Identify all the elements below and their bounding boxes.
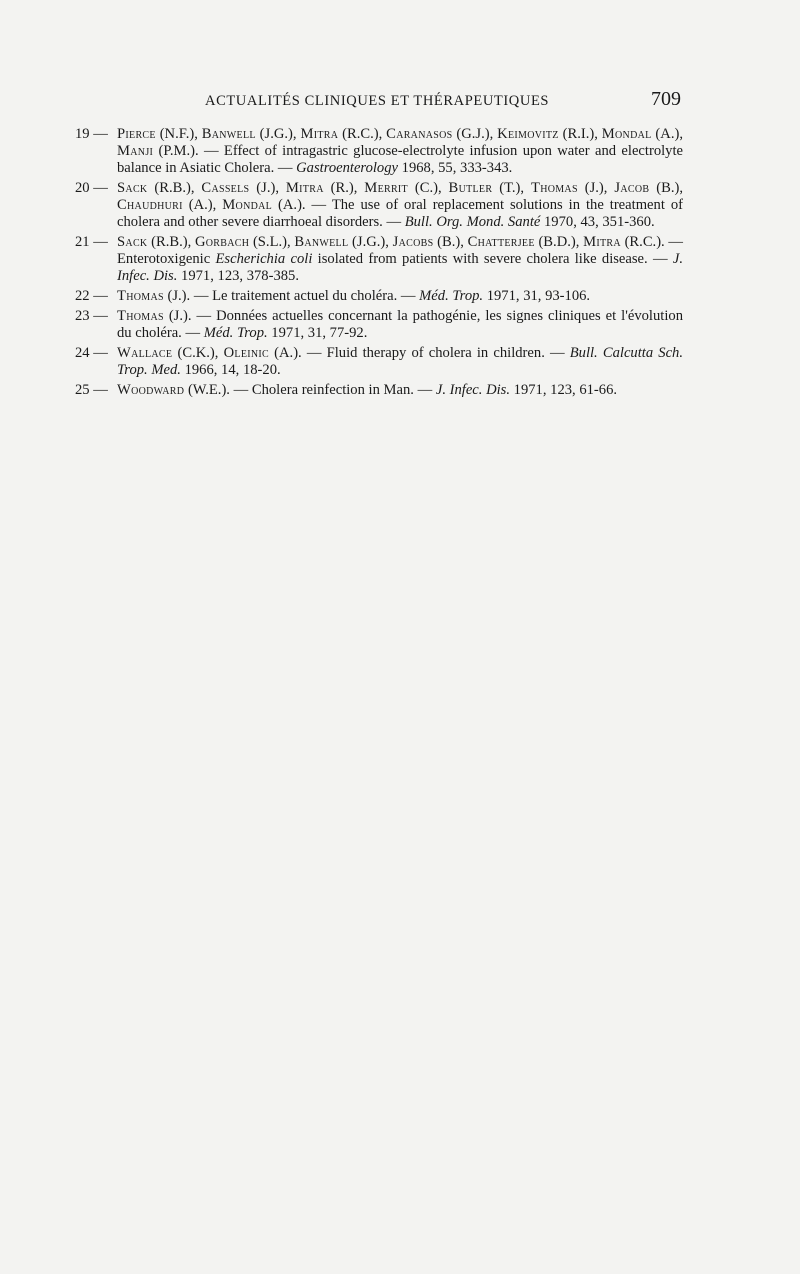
- page-number: 709: [651, 88, 681, 110]
- reference-segment: (T.),: [492, 180, 531, 196]
- author-surname: Mondal: [601, 126, 652, 142]
- reference-number: 19 —: [75, 126, 108, 142]
- reference-segment: (J.). — Données actuelles concernant la pathogénie, les signes cliniques et l'évolution du choléra. —: [117, 308, 683, 341]
- author-surname: Chaudhuri: [117, 197, 183, 213]
- author-surname: Chatterjee: [467, 234, 535, 250]
- author-surname: Mitra: [583, 234, 621, 250]
- author-surname: Pierce: [117, 126, 156, 142]
- reference-entry: [75, 126, 683, 177]
- reference-segment: (A.). — Fluid therapy of cholera in children. —: [269, 345, 570, 361]
- reference-segment: 1971, 123, 378-385.: [177, 268, 300, 284]
- reference-entry: [75, 288, 683, 305]
- author-surname: Oleinic: [223, 345, 269, 361]
- author-surname: Caranasos: [386, 126, 453, 142]
- reference-segment: (R.B.),: [147, 180, 202, 196]
- reference-segment: 1968, 55, 333-343.: [398, 160, 513, 176]
- journal-title: Méd. Trop.: [203, 325, 268, 341]
- reference-text: [117, 126, 683, 177]
- reference-list: [75, 126, 683, 402]
- reference-segment: (N.F.),: [155, 126, 202, 142]
- journal-title: Méd. Trop.: [419, 288, 484, 304]
- author-surname: Wallace: [117, 345, 173, 361]
- reference-segment: 1971, 31, 77-92.: [267, 325, 368, 341]
- reference-segment: (R.I.),: [558, 126, 602, 142]
- reference-segment: (R.C.),: [338, 126, 387, 142]
- reference-number: 22 —: [75, 288, 108, 304]
- journal-title: Bull. Calcutta Sch. Trop. Med.: [117, 345, 683, 378]
- reference-segment: isolated from patients with severe cholera like disease. —: [312, 251, 673, 267]
- reference-segment: (A.). — The use of oral replacement solutions in the treatment of cholera and other severe diarrhoeal disorders. —: [117, 197, 683, 230]
- author-surname: Thomas: [117, 308, 164, 324]
- reference-segment: (J.),: [577, 180, 615, 196]
- author-surname: Mondal: [222, 197, 273, 213]
- reference-segment: 1966, 14, 18-20.: [180, 362, 281, 378]
- author-surname: Butler: [448, 180, 493, 196]
- author-surname: Mitra: [285, 180, 324, 196]
- author-surname: Sack: [117, 234, 148, 250]
- reference-entry: [75, 234, 683, 285]
- reference-segment: 1971, 31, 93-106.: [483, 288, 591, 304]
- reference-segment: (C.K.),: [172, 345, 224, 361]
- reference-segment: (A.),: [651, 126, 683, 142]
- reference-segment: (B.),: [433, 234, 468, 250]
- reference-segment: (W.E.). — Cholera reinfection in Man. —: [184, 382, 436, 398]
- reference-segment: (R.),: [323, 180, 365, 196]
- reference-text: [117, 234, 683, 285]
- author-surname: Thomas: [530, 180, 578, 196]
- reference-segment: (B.D.),: [534, 234, 584, 250]
- journal-title: J. Infec. Dis.: [435, 382, 511, 398]
- reference-text: [117, 382, 683, 399]
- reference-segment: (G.J.),: [452, 126, 498, 142]
- running-header: ACTUALITÉS CLINIQUES ET THÉRAPEUTIQUES: [205, 93, 550, 109]
- author-surname: Gorbach: [194, 234, 250, 250]
- reference-text: [117, 308, 683, 342]
- reference-number: 20 —: [75, 180, 108, 196]
- reference-text: [117, 345, 683, 379]
- journal-title: Gastroenterology: [296, 160, 398, 176]
- reference-segment: 1971, 123, 61-66.: [510, 382, 618, 398]
- reference-text: [117, 180, 683, 231]
- author-surname: Cassels: [201, 180, 250, 196]
- author-surname: Sack: [117, 180, 148, 196]
- author-surname: Banwell: [294, 234, 349, 250]
- reference-segment: (J.G.),: [348, 234, 393, 250]
- journal-title: Escherichia coli: [215, 251, 313, 267]
- reference-segment: (J.). — Le traitement actuel du choléra. —: [163, 288, 420, 304]
- reference-entry: [75, 382, 683, 399]
- reference-entry: [75, 180, 683, 231]
- author-surname: Merrit: [364, 180, 408, 196]
- reference-segment: (C.),: [407, 180, 449, 196]
- reference-segment: 1970, 43, 351-360.: [540, 214, 655, 230]
- journal-title: Bull. Org. Mond. Santé: [404, 214, 541, 230]
- author-surname: Jacobs: [392, 234, 434, 250]
- reference-segment: (R.C.). — Enterotoxigenic: [117, 234, 683, 267]
- reference-segment: (A.),: [182, 197, 223, 213]
- reference-number: 21 —: [75, 234, 108, 250]
- reference-entry: [75, 308, 683, 342]
- reference-number: 23 —: [75, 308, 108, 324]
- author-surname: Thomas: [117, 288, 164, 304]
- reference-text: [117, 288, 683, 305]
- author-surname: Manji: [117, 143, 154, 159]
- reference-entry: [75, 345, 683, 379]
- author-surname: Jacob: [614, 180, 650, 196]
- reference-segment: (B.),: [649, 180, 683, 196]
- reference-number: 25 —: [75, 382, 108, 398]
- reference-segment: (P.M.). — Effect of intragastric glucose-electrolyte infusion upon water and electrolyte balance in Asiatic Cholera. —: [117, 143, 683, 176]
- reference-segment: (R.B.),: [147, 234, 195, 250]
- author-surname: Keimovitz: [497, 126, 559, 142]
- reference-segment: (S.L.),: [249, 234, 295, 250]
- author-surname: Banwell: [201, 126, 256, 142]
- journal-title: J. Infec. Dis.: [117, 251, 683, 284]
- author-surname: Mitra: [300, 126, 339, 142]
- reference-segment: (J.G.),: [255, 126, 301, 142]
- reference-segment: (J.),: [249, 180, 286, 196]
- author-surname: Woodward: [117, 382, 185, 398]
- reference-number: 24 —: [75, 345, 108, 361]
